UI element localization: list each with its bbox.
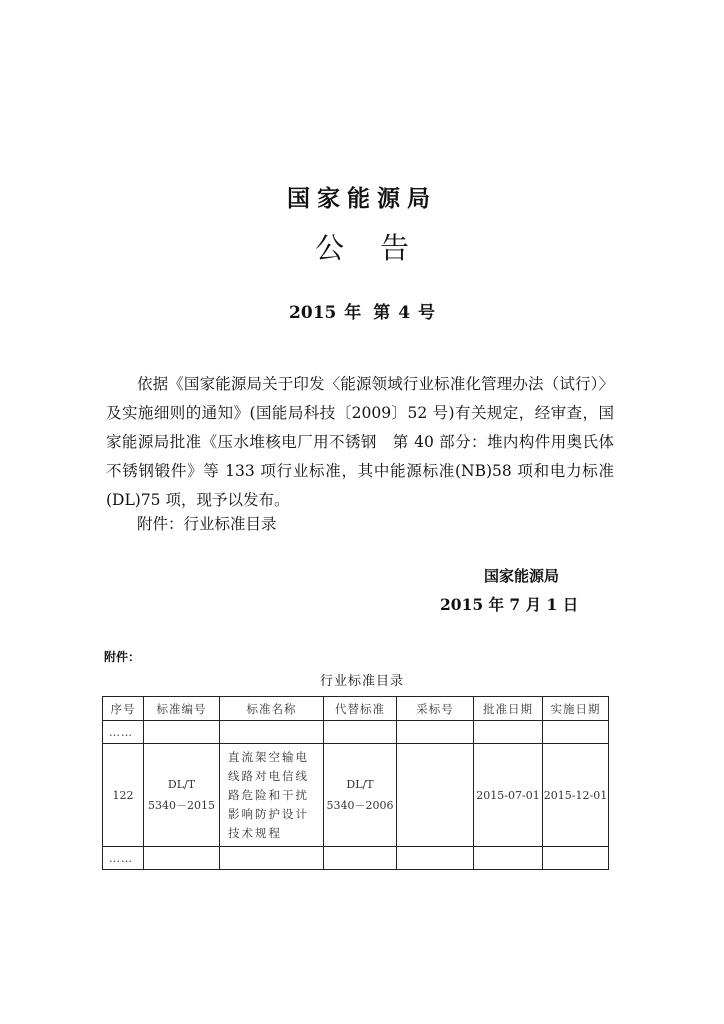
standard-code-number: 5340－2015 [148,798,215,812]
standard-code-prefix: DL/T [167,777,196,791]
header-cell: 标准名称 [220,697,324,721]
attachment-label: 附件： [104,650,141,664]
approval-date: 2015-07-01 [474,744,543,847]
effective-date: 2015-12-01 [543,744,609,847]
issuing-agency: 国家能源局 [287,186,437,212]
attachment-reference: 附件：行业标准目录 [137,515,277,533]
announcement-body: 依据《国家能源局关于印发〈能源领域行业标准化管理办法（试行）〉及实施细则的通知》(国能局科技〔2009〕52 号)有关规定，经审查，国家能源局批准《压水堆核电厂用不锈钢 第 40 部分：堆内构件用奥氏体不锈钢锻件》等 133 项行业标准，其中能源标准(NB)58 项和电力标准(DL)75 项，现予以发布。 [106,375,614,509]
adopted-standard [397,744,474,847]
standard-name-line: 路危险和干扰 [228,787,309,802]
standard-name-line: 直流架空输电 [228,749,309,764]
signature-date: 2015 年 7 月 1 日 [440,595,579,614]
replaced-standard-prefix: DL/T [346,777,374,791]
header-cell: 批准日期 [474,697,543,721]
header-cell: 标准编号 [144,697,220,721]
replaced-standard [324,744,397,847]
header-cell: 序号 [103,697,144,721]
header-cell: 采标号 [397,697,474,721]
standard-name [220,744,324,847]
table-row [103,721,609,744]
replaced-standard-number: 5340－2006 [326,798,394,812]
table-header-row [103,697,609,721]
header-cell: 代替标准 [324,697,397,721]
standard-name-line: 技术规程 [228,825,282,840]
ellipsis-cell: …… [103,847,144,870]
ellipsis-cell: …… [103,721,144,744]
standard-name-line: 影响防护设计 [228,806,309,821]
table-row [103,847,609,870]
standards-table [102,696,609,870]
standard-name-line: 线路对电信线 [228,768,309,783]
issue-year: 2015 年 [289,303,362,323]
document-title: 公告 [314,231,445,265]
table-row [103,744,609,847]
table-title: 行业标准目录 [319,674,404,689]
issue-number [0,298,724,323]
issue-no: 第 4 号 [373,303,435,323]
header-cell: 实施日期 [543,697,609,721]
row-number: 122 [103,744,144,847]
signature-agency: 国家能源局 [484,567,560,585]
standard-code [144,744,220,847]
